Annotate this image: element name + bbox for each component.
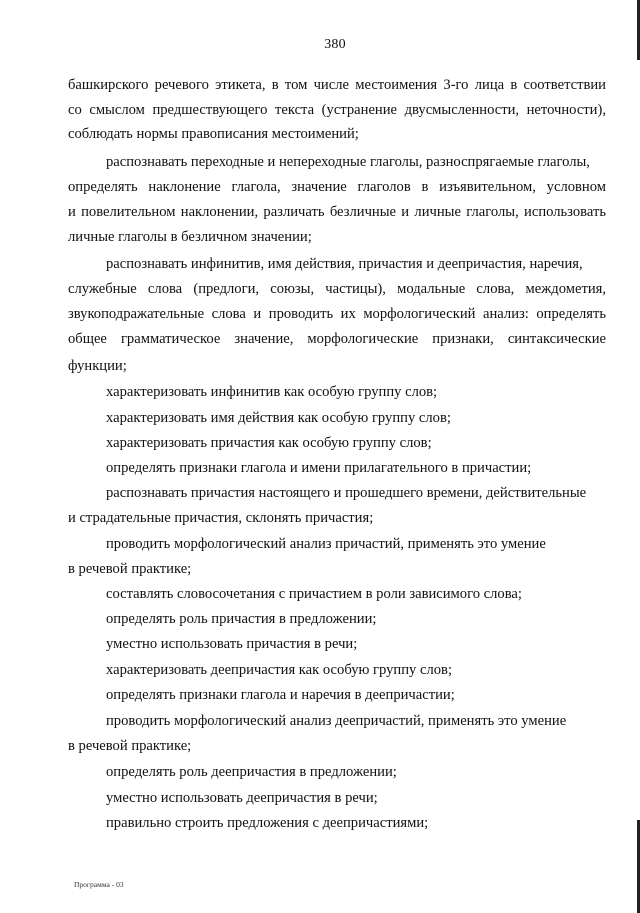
text-line: звукоподражательные слова и проводить их морфологический анализ: определять bbox=[68, 306, 606, 322]
text-line: определять наклонение глагола, значение глаголов в изъявительном, условном bbox=[68, 179, 606, 195]
text-line: и повелительном наклонении, различать безличные и личные глаголы, использовать bbox=[68, 204, 606, 220]
text-line: определять признаки глагола и наречия в деепричастии; bbox=[106, 687, 455, 703]
text-line: уместно использовать причастия в речи; bbox=[106, 636, 358, 652]
text-line: определять роль деепричастия в предложении; bbox=[106, 764, 397, 780]
text-line: правильно строить предложения с деепричастиями; bbox=[106, 815, 429, 831]
text-line: личные глаголы в безличном значении; bbox=[68, 229, 312, 245]
text-line: уместно использовать деепричастия в речи; bbox=[106, 790, 378, 806]
text-line: со смыслом предшествующего текста (устранение двусмысленности, неточности), bbox=[68, 102, 606, 118]
text-line: определять признаки глагола и имени прилагательного в причастии; bbox=[106, 460, 532, 476]
text-line: определять роль причастия в предложении; bbox=[106, 611, 377, 627]
footer-label: Программа - 03 bbox=[74, 880, 124, 889]
text-line: служебные слова (предлоги, союзы, частицы), модальные слова, междометия, bbox=[68, 281, 606, 297]
text-line: общее грамматическое значение, морфологические признаки, синтаксические bbox=[68, 331, 606, 347]
text-line: и страдательные причастия, склонять причастия; bbox=[68, 510, 374, 526]
text-line: в речевой практике; bbox=[68, 738, 192, 754]
text-line: характеризовать инфинитив как особую группу слов; bbox=[106, 384, 438, 400]
text-line: характеризовать причастия как особую группу слов; bbox=[106, 435, 432, 451]
text-line: характеризовать деепричастия как особую группу слов; bbox=[106, 662, 453, 678]
text-line: проводить морфологический анализ причастий, применять это умение bbox=[106, 536, 546, 552]
text-line: распознавать причастия настоящего и прошедшего времени, действительные bbox=[106, 485, 587, 501]
text-line: составлять словосочетания с причастием в роли зависимого слова; bbox=[106, 586, 522, 602]
text-line: характеризовать имя действия как особую группу слов; bbox=[106, 410, 451, 426]
text-line: в речевой практике; bbox=[68, 561, 192, 577]
text-line: проводить морфологический анализ деепричастий, применять это умение bbox=[106, 713, 567, 729]
text-line: распознавать переходные и непереходные глаголы, разноспрягаемые глаголы, bbox=[106, 154, 590, 170]
text-line: функции; bbox=[68, 358, 127, 374]
page-number: 380 bbox=[324, 37, 346, 52]
text-line: соблюдать нормы правописания местоимений; bbox=[68, 126, 359, 142]
text-line: распознавать инфинитив, имя действия, причастия и деепричастия, наречия, bbox=[106, 256, 583, 272]
text-line: башкирского речевого этикета, в том числе местоимения 3-го лица в соответствии bbox=[68, 77, 606, 93]
